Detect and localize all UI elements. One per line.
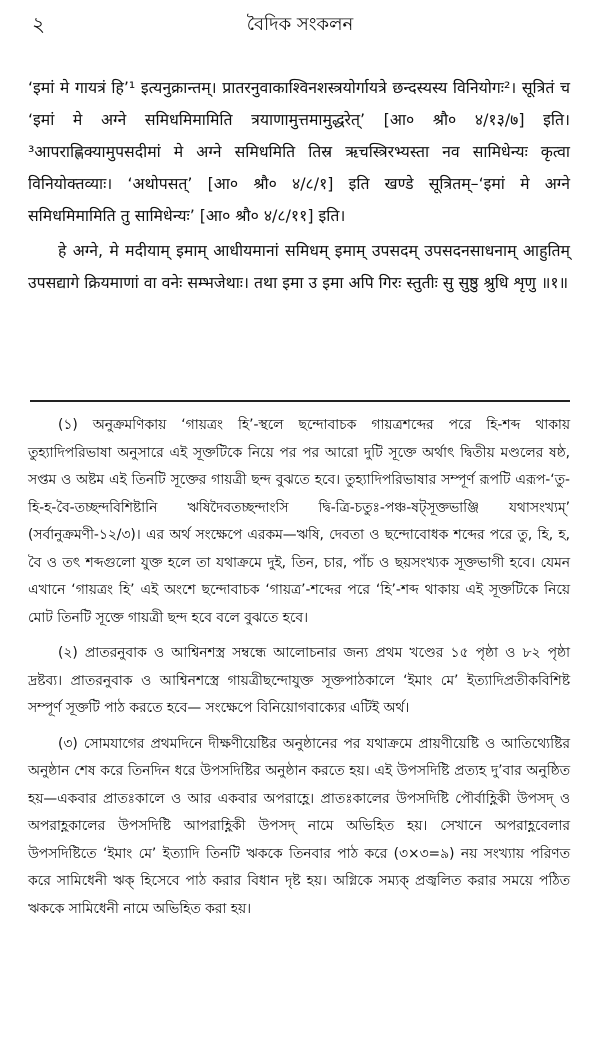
footnotes	[28, 412, 570, 931]
page-header	[28, 10, 572, 44]
footnote-divider	[30, 400, 570, 402]
sanskrit-text	[28, 72, 570, 299]
page-title: বৈদিক সংকলন	[246, 14, 354, 35]
footnote-2: (২) প্রাতরনুবাক ও আশ্বিনশস্ত্র সম্বন্ধে আলোচনার জন্য প্রথম খণ্ডের ১৫ পৃষ্ঠা ও ৮২ পৃষ্ঠা দ্রষ্টব্য। প্রাতরনুবাক ও আশ্বিনশস্ত্রে গায়ত্রীছন্দোযুক্ত সূক্তপাঠকালে ‘ইমাং মে’ ইত্যাদিপ্রতীকবিশিষ্ট সম্পূর্ণ সূক্তটি পাঠ করতে হবে— সংক্ষেপে বিনিয়োগবাক্যের এটিই অর্থ।	[28, 645, 570, 716]
page-number: ২	[32, 12, 46, 36]
footnote-3: (৩) সোমযাগের প্রথমদিনে দীক্ষণীয়েষ্টির অনুষ্ঠানের পর যথাক্রমে প্রায়ণীয়েষ্টি ও আতিথ্যেষ্টির অনুষ্ঠান শেষ করে তিনদিন ধরে উপসদিষ্টির অনুষ্ঠান করতে হয়। এই উপসদিষ্টি প্রত্যহ দু’বার অনুষ্ঠিত হয়—একবার প্রাতঃকালে ও আর একবার অপরাহ্ণে। প্রাতঃকালের উপসদিষ্টি পৌর্বাহ্ণিকী উপসদ্ ও অপরাহ্ণকালের উপসদিষ্টি আপরাহ্ণিকী উপসদ্ নামে অভিহিত হয়। সেখানে অপরাহ্ণবেলার উপসদিষ্টিতে ‘ইমাং মে’ ইত্যাদি তিনটি ঋককে তিনবার পাঠ করে (৩×৩=৯) নয় সংখ্যায় পরিণত করে সামিধেনী ঋক্ হিসেবে পাঠ করার বিধান দৃষ্ট হয়। অগ্নিকে সম্যক্ প্রজ্বলিত করার সময়ে পঠিত ঋককে সামিধেনী নামে অভিহিত করা হয়।	[28, 735, 570, 917]
sanskrit-paragraph-1: ‘इमां मे गायत्रं हि’¹ इत्यनुक्रान्तम्। प्रातरनुवाकाश्विनशस्त्रयोर्गायत्रे छन्दस्यस्य विनियोगः²। सूत्रितं च ‘इमां मे अग्ने समिधमिमामिति त्रयाणामुत्तमामुद्धरेत्’ [आ० श्रौ० ४/१३/७] इति। ³आपराह्णिक्यामुपसदीमां मे अग्ने समिधमिति तिस्र ऋचस्त्रिरभ्यस्ता नव सामिधेन्यः कृत्वा विनियोक्तव्याः। ‘अथोपसत्’ [आ० श्रौ० ४/८/१] इति खण्डे सूत्रितम्–‘इमां मे अग्ने समिधमिमामिति तु सामिधेन्यः’ [आ० श्रौ० ४/८/११] इति।	[28, 78, 570, 225]
sanskrit-paragraph-2: हे अग्ने, मे मदीयाम् इमाम् आधीयमानां समिधम् इमाम् उपसदम् उपसदनसाधनाम् आहुतिम् उपसद्यागे क्रियमाणां वा वनेः सम्भजेथाः। तथा इमा उ इमा अपि गिरः स्तुतीः सु सुष्ठु श्रुधि शृणु ॥१॥	[28, 241, 570, 292]
footnote-1: (১) অনুক্রমণিকায় ‘গায়ত্রং হি’-স্থলে ছন্দোবাচক গায়ত্রশব্দের পরে হি-শব্দ থাকায় তুহ্যাদিপরিভাষা অনুসারে এই সূক্তটিকে নিয়ে পর পর আরো দুটি সূক্তে অর্থাৎ দ্বিতীয় মণ্ডলের ষষ্ঠ, সপ্তম ও অষ্টম এই তিনটি সূক্তের গায়ত্রী ছন্দ বুঝতে হবে। তুহ্যাদিপরিভাষার সম্পূর্ণ রূপটি এরূপ-‘তু-হি-হ-বৈ-তচ্ছন্দবিশিষ্টানি ঋষিদৈবতচ্ছন্দাংসি দ্বি-ত্রি-চতুঃ-পঞ্চ-ষট্সূক্তভাঞ্জি যথাসংখ্যম্’ (সর্বানুক্রমণী-১২/৩)। এর অর্থ সংক্ষেপে এরকম—ঋষি, দেবতা ও ছন্দোবোধক শব্দের পরে তু, হি, হ, বৈ ও তৎ শব্দগুলো যুক্ত হলে তা যথাক্রমে দুই, তিন, চার, পাঁচ ও ছয়সংখ্যক সূক্তভাগী হবে। যেমন এখানে ‘গায়ত্রং হি’ এই অংশে ছন্দোবাচক ‘গায়ত্র’-শব্দের পরে ‘হি’-শব্দ থাকায় এই সূক্তটিকে নিয়ে মোট তিনটি সূক্তে গায়ত্রী ছন্দ হবে বলে বুঝতে হবে।	[28, 417, 570, 626]
